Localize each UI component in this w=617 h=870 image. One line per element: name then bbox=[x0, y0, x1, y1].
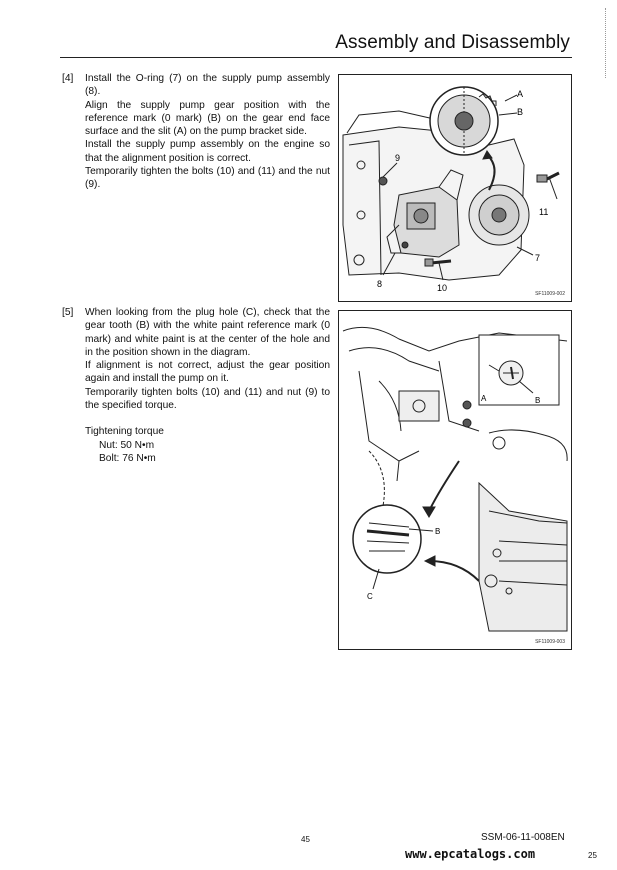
step-paragraph: Align the supply pump gear position with the reference mark (0 mark) (B) on the gear end face surface and the slit (A) on the pump bracket side. bbox=[85, 99, 330, 138]
figure-supply-pump-install bbox=[338, 74, 572, 302]
engine-illustration-2 bbox=[339, 311, 571, 649]
callout-a: A bbox=[517, 89, 524, 99]
callout-11: 11 bbox=[539, 207, 549, 217]
step-paragraph: Install the supply pump assembly on the engine so that the alignment position is correct. bbox=[85, 139, 330, 164]
watermark-url: www.epcatalogs.com bbox=[405, 847, 536, 861]
callout-a: A bbox=[481, 394, 487, 403]
page-title: Assembly and Disassembly bbox=[335, 32, 570, 53]
step-paragraph: Install the O-ring (7) on the supply pump assembly (8). bbox=[85, 73, 330, 98]
step-number: [5] bbox=[62, 307, 74, 318]
step-body bbox=[85, 306, 330, 465]
torque-heading: Tightening torque bbox=[85, 426, 164, 438]
scan-edge-marks bbox=[605, 8, 610, 78]
step-paragraph: Temporarily tighten the bolts (10) and (11) and the nut (9). bbox=[85, 166, 330, 191]
engine-illustration-1 bbox=[339, 75, 571, 301]
callout-c: C bbox=[367, 592, 373, 601]
callout-7: 7 bbox=[535, 253, 541, 263]
figure-code: SF11009-002 bbox=[535, 291, 565, 297]
figure-plug-hole-check bbox=[338, 310, 572, 650]
sheet-number: 25 bbox=[588, 851, 597, 860]
figure-code: SF11009-003 bbox=[535, 639, 565, 645]
tightening-torque bbox=[85, 425, 330, 465]
callout-b: B bbox=[535, 396, 541, 405]
callout-b: B bbox=[517, 107, 524, 117]
step-5 bbox=[62, 306, 330, 465]
callout-8: 8 bbox=[377, 279, 383, 289]
step-paragraph: Temporarily tighten bolts (10) and (11) and nut (9) to the specified torque. bbox=[85, 386, 330, 412]
torque-nut: Nut: 50 N•m bbox=[99, 439, 155, 451]
step-paragraph: When looking from the plug hole (C), check that the gear tooth (B) with the white paint reference mark (0 mark) and white paint is at the center of the hole and in the position shown in the diagram. bbox=[85, 307, 330, 358]
document-code: SSM-06-11-008EN bbox=[481, 832, 565, 843]
step-number: [4] bbox=[62, 73, 74, 84]
page-number: 45 bbox=[301, 835, 310, 844]
torque-bolt: Bolt: 76 N•m bbox=[99, 452, 156, 464]
step-4 bbox=[62, 72, 330, 192]
callout-b-detail: B bbox=[435, 527, 441, 536]
step-paragraph: If alignment is not correct, adjust the gear position again and install the pump on it. bbox=[85, 360, 330, 385]
callout-9: 9 bbox=[395, 153, 401, 163]
callout-10: 10 bbox=[437, 283, 448, 293]
header-rule bbox=[60, 57, 572, 58]
step-body bbox=[85, 72, 330, 192]
